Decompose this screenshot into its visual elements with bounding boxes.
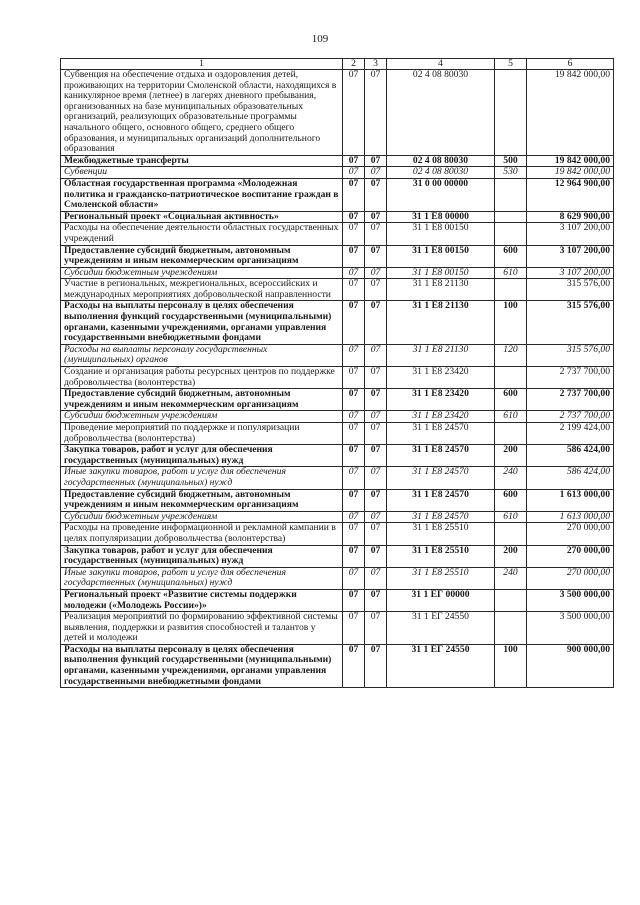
row-name: Предоставление субсидий бюджетным, автономным учреждениям и иным некоммерческим организациям bbox=[61, 245, 343, 267]
header-name: 1 bbox=[61, 59, 343, 70]
row-name: Закупка товаров, работ и услуг для обеспечения государственных (муниципальных) нужд bbox=[61, 545, 343, 567]
row-subsection: 07 bbox=[365, 167, 387, 179]
row-amount: 3 107 200,00 bbox=[527, 223, 614, 245]
row-target-article: 31 1 E8 24570 bbox=[387, 511, 495, 523]
row-target-article: 02 4 08 80030 bbox=[387, 70, 495, 156]
table-row bbox=[61, 245, 614, 267]
header-amount: 6 bbox=[527, 59, 614, 70]
row-expense-type bbox=[495, 423, 527, 445]
row-section: 07 bbox=[343, 445, 365, 467]
row-section: 07 bbox=[343, 267, 365, 279]
row-name: Закупка товаров, работ и услуг для обеспечения государственных (муниципальных) нужд bbox=[61, 445, 343, 467]
row-expense-type: 240 bbox=[495, 567, 527, 589]
row-section: 07 bbox=[343, 511, 365, 523]
row-section: 07 bbox=[343, 644, 365, 687]
row-amount: 1 613 000,00 bbox=[527, 511, 614, 523]
row-amount: 3 107 200,00 bbox=[527, 245, 614, 267]
table-row bbox=[61, 489, 614, 511]
table-row bbox=[61, 267, 614, 279]
row-name: Субсидии бюджетным учреждениям bbox=[61, 411, 343, 423]
row-expense-type: 100 bbox=[495, 301, 527, 344]
row-expense-type: 610 bbox=[495, 511, 527, 523]
table-row bbox=[61, 445, 614, 467]
row-amount: 19 842 000,00 bbox=[527, 155, 614, 167]
table-row bbox=[61, 279, 614, 301]
row-amount: 586 424,00 bbox=[527, 467, 614, 489]
row-target-article: 31 1 EГ 00000 bbox=[387, 589, 495, 611]
row-expense-type: 240 bbox=[495, 467, 527, 489]
row-name: Межбюджетные трансферты bbox=[61, 155, 343, 167]
row-section: 07 bbox=[343, 467, 365, 489]
row-target-article: 31 1 E8 23420 bbox=[387, 367, 495, 389]
row-subsection: 07 bbox=[365, 567, 387, 589]
row-section: 07 bbox=[343, 612, 365, 645]
row-target-article: 31 1 E8 00000 bbox=[387, 211, 495, 223]
row-expense-type bbox=[495, 367, 527, 389]
row-target-article: 31 1 E8 21130 bbox=[387, 301, 495, 344]
row-amount: 270 000,00 bbox=[527, 545, 614, 567]
row-amount: 1 613 000,00 bbox=[527, 489, 614, 511]
header-section: 2 bbox=[343, 59, 365, 70]
row-section: 07 bbox=[343, 245, 365, 267]
row-section: 07 bbox=[343, 70, 365, 156]
row-subsection: 07 bbox=[365, 211, 387, 223]
row-section: 07 bbox=[343, 567, 365, 589]
table-row bbox=[61, 589, 614, 611]
row-expense-type: 530 bbox=[495, 167, 527, 179]
row-section: 07 bbox=[343, 279, 365, 301]
row-subsection: 07 bbox=[365, 467, 387, 489]
row-target-article: 31 1 E8 25510 bbox=[387, 567, 495, 589]
row-expense-type bbox=[495, 589, 527, 611]
row-name: Расходы на выплаты персоналу в целях обеспечения выполнения функций государственными (муниципальными) органами, казенными учреждениями, органами управления государственными внебюджетными фондами bbox=[61, 301, 343, 344]
page-number: 109 bbox=[311, 33, 329, 45]
table-row bbox=[61, 511, 614, 523]
row-target-article: 31 1 E8 23420 bbox=[387, 389, 495, 411]
row-target-article: 31 1 E8 00150 bbox=[387, 223, 495, 245]
row-subsection: 07 bbox=[365, 612, 387, 645]
row-subsection: 07 bbox=[365, 523, 387, 545]
row-section: 07 bbox=[343, 367, 365, 389]
row-name: Расходы на обеспечение деятельности областных государственных учреждений bbox=[61, 223, 343, 245]
table-row bbox=[61, 467, 614, 489]
row-amount: 2 737 700,00 bbox=[527, 411, 614, 423]
row-section: 07 bbox=[343, 155, 365, 167]
row-target-article: 31 1 E8 25510 bbox=[387, 545, 495, 567]
row-subsection: 07 bbox=[365, 223, 387, 245]
row-name: Иные закупки товаров, работ и услуг для обеспечения государственных (муниципальных) нужд bbox=[61, 567, 343, 589]
row-section: 07 bbox=[343, 489, 365, 511]
row-target-article: 02 4 08 80030 bbox=[387, 155, 495, 167]
row-name: Расходы на выплаты персоналу государственных (муниципальных) органов bbox=[61, 344, 343, 366]
row-expense-type bbox=[495, 523, 527, 545]
row-name: Расходы на выплаты персоналу в целях обеспечения выполнения функций государственными (муниципальными) органами, казенными учреждениями, органами управления государственными внебюджетными фондами bbox=[61, 644, 343, 687]
row-section: 07 bbox=[343, 178, 365, 211]
row-name: Региональный проект «Социальная активность» bbox=[61, 211, 343, 223]
row-target-article: 31 1 E8 24570 bbox=[387, 467, 495, 489]
row-subsection: 07 bbox=[365, 489, 387, 511]
row-subsection: 07 bbox=[365, 344, 387, 366]
row-name: Областная государственная программа «Молодежная политика и гражданско-патриотическое воспитание граждан в Смоленской области» bbox=[61, 178, 343, 211]
row-section: 07 bbox=[343, 301, 365, 344]
row-amount: 19 842 000,00 bbox=[527, 70, 614, 156]
row-target-article: 31 1 E8 25510 bbox=[387, 523, 495, 545]
row-amount: 315 576,00 bbox=[527, 301, 614, 344]
row-expense-type: 120 bbox=[495, 344, 527, 366]
table-row bbox=[61, 567, 614, 589]
row-section: 07 bbox=[343, 411, 365, 423]
header-expense-type: 5 bbox=[495, 59, 527, 70]
row-subsection: 07 bbox=[365, 279, 387, 301]
row-target-article: 31 0 00 00000 bbox=[387, 178, 495, 211]
row-name: Предоставление субсидий бюджетным, автономным учреждениям и иным некоммерческим организациям bbox=[61, 489, 343, 511]
row-section: 07 bbox=[343, 223, 365, 245]
row-name: Расходы на проведение информационной и рекламной кампании в целях популяризации добровольчества (волонтерства) bbox=[61, 523, 343, 545]
row-subsection: 07 bbox=[365, 70, 387, 156]
row-subsection: 07 bbox=[365, 389, 387, 411]
row-section: 07 bbox=[343, 211, 365, 223]
row-expense-type bbox=[495, 612, 527, 645]
row-expense-type: 600 bbox=[495, 245, 527, 267]
row-section: 07 bbox=[343, 423, 365, 445]
row-name: Субсидии бюджетным учреждениям bbox=[61, 267, 343, 279]
row-subsection: 07 bbox=[365, 178, 387, 211]
table-row bbox=[61, 178, 614, 211]
row-target-article: 31 1 EГ 24550 bbox=[387, 644, 495, 687]
row-subsection: 07 bbox=[365, 301, 387, 344]
table-row bbox=[61, 211, 614, 223]
header-subsection: 3 bbox=[365, 59, 387, 70]
table-row bbox=[61, 223, 614, 245]
row-subsection: 07 bbox=[365, 511, 387, 523]
row-target-article: 31 1 E8 24570 bbox=[387, 423, 495, 445]
row-name: Реализация мероприятий по формированию эффективной системы выявления, поддержки и развития способностей и талантов у детей и молодежи bbox=[61, 612, 343, 645]
row-amount: 2 737 700,00 bbox=[527, 367, 614, 389]
row-subsection: 07 bbox=[365, 155, 387, 167]
row-amount: 315 576,00 bbox=[527, 279, 614, 301]
table-row bbox=[61, 344, 614, 366]
row-target-article: 31 1 E8 23420 bbox=[387, 411, 495, 423]
table-row bbox=[61, 644, 614, 687]
table-row bbox=[61, 301, 614, 344]
row-subsection: 07 bbox=[365, 545, 387, 567]
row-expense-type: 600 bbox=[495, 489, 527, 511]
table-row bbox=[61, 523, 614, 545]
row-target-article: 31 1 E8 21130 bbox=[387, 279, 495, 301]
row-name: Субвенция на обеспечение отдыха и оздоровления детей, проживающих на территории Смоленской области, находящихся в каникулярное время (летнее) в лагерях дневного пребывания, организованных на базе муниципальных образовательных организаций, реализующих образовательные программы начального общего, основного общего, среднего общего образования, и муниципальных организаций дополнительного образования bbox=[61, 70, 343, 156]
row-subsection: 07 bbox=[365, 423, 387, 445]
table-row bbox=[61, 545, 614, 567]
row-name: Субсидии бюджетным учреждениям bbox=[61, 511, 343, 523]
row-name: Субвенции bbox=[61, 167, 343, 179]
row-name: Создание и организация работы ресурсных центров по поддержке добровольчества (волонтерства) bbox=[61, 367, 343, 389]
row-subsection: 07 bbox=[365, 644, 387, 687]
row-amount: 315 576,00 bbox=[527, 344, 614, 366]
table-row bbox=[61, 612, 614, 645]
row-amount: 19 842 000,00 bbox=[527, 167, 614, 179]
row-amount: 8 629 900,00 bbox=[527, 211, 614, 223]
row-section: 07 bbox=[343, 523, 365, 545]
row-subsection: 07 bbox=[365, 245, 387, 267]
row-subsection: 07 bbox=[365, 445, 387, 467]
row-amount: 900 000,00 bbox=[527, 644, 614, 687]
row-section: 07 bbox=[343, 344, 365, 366]
row-amount: 3 107 200,00 bbox=[527, 267, 614, 279]
table-row bbox=[61, 423, 614, 445]
row-amount: 3 500 000,00 bbox=[527, 589, 614, 611]
row-expense-type: 200 bbox=[495, 445, 527, 467]
row-target-article: 31 1 EГ 24550 bbox=[387, 612, 495, 645]
table-header-row bbox=[61, 59, 614, 70]
row-section: 07 bbox=[343, 545, 365, 567]
row-target-article: 31 1 E8 24570 bbox=[387, 489, 495, 511]
row-amount: 2 737 700,00 bbox=[527, 389, 614, 411]
row-amount: 2 199 424,00 bbox=[527, 423, 614, 445]
row-section: 07 bbox=[343, 389, 365, 411]
row-name: Проведение мероприятий по поддержке и популяризации добровольчества (волонтерства) bbox=[61, 423, 343, 445]
row-amount: 586 424,00 bbox=[527, 445, 614, 467]
row-expense-type bbox=[495, 279, 527, 301]
row-name: Региональный проект «Развитие системы поддержки молодежи («Молодежь России»)» bbox=[61, 589, 343, 611]
header-target-article: 4 bbox=[387, 59, 495, 70]
row-target-article: 31 1 E8 21130 bbox=[387, 344, 495, 366]
row-target-article: 31 1 E8 00150 bbox=[387, 267, 495, 279]
table-row bbox=[61, 367, 614, 389]
table-row bbox=[61, 167, 614, 179]
row-subsection: 07 bbox=[365, 267, 387, 279]
row-expense-type bbox=[495, 211, 527, 223]
row-amount: 270 000,00 bbox=[527, 567, 614, 589]
row-subsection: 07 bbox=[365, 589, 387, 611]
row-target-article: 31 1 E8 00150 bbox=[387, 245, 495, 267]
row-name: Предоставление субсидий бюджетным, автономным учреждениям и иным некоммерческим организациям bbox=[61, 389, 343, 411]
row-expense-type bbox=[495, 223, 527, 245]
row-target-article: 31 1 E8 24570 bbox=[387, 445, 495, 467]
row-expense-type: 500 bbox=[495, 155, 527, 167]
row-expense-type bbox=[495, 178, 527, 211]
row-amount: 270 000,00 bbox=[527, 523, 614, 545]
row-name: Иные закупки товаров, работ и услуг для обеспечения государственных (муниципальных) нужд bbox=[61, 467, 343, 489]
table-row bbox=[61, 70, 614, 156]
row-amount: 3 500 000,00 bbox=[527, 612, 614, 645]
row-name: Участие в региональных, межрегиональных, всероссийских и международных мероприятиях добровольческой направленности bbox=[61, 279, 343, 301]
table-row bbox=[61, 411, 614, 423]
row-subsection: 07 bbox=[365, 411, 387, 423]
row-section: 07 bbox=[343, 167, 365, 179]
row-expense-type: 100 bbox=[495, 644, 527, 687]
row-section: 07 bbox=[343, 589, 365, 611]
budget-table bbox=[60, 58, 614, 688]
row-expense-type: 610 bbox=[495, 267, 527, 279]
row-expense-type bbox=[495, 70, 527, 156]
row-expense-type: 200 bbox=[495, 545, 527, 567]
row-target-article: 02 4 08 80030 bbox=[387, 167, 495, 179]
row-amount: 12 964 900,00 bbox=[527, 178, 614, 211]
row-expense-type: 600 bbox=[495, 389, 527, 411]
row-subsection: 07 bbox=[365, 367, 387, 389]
table-row bbox=[61, 389, 614, 411]
row-expense-type: 610 bbox=[495, 411, 527, 423]
table-row bbox=[61, 155, 614, 167]
